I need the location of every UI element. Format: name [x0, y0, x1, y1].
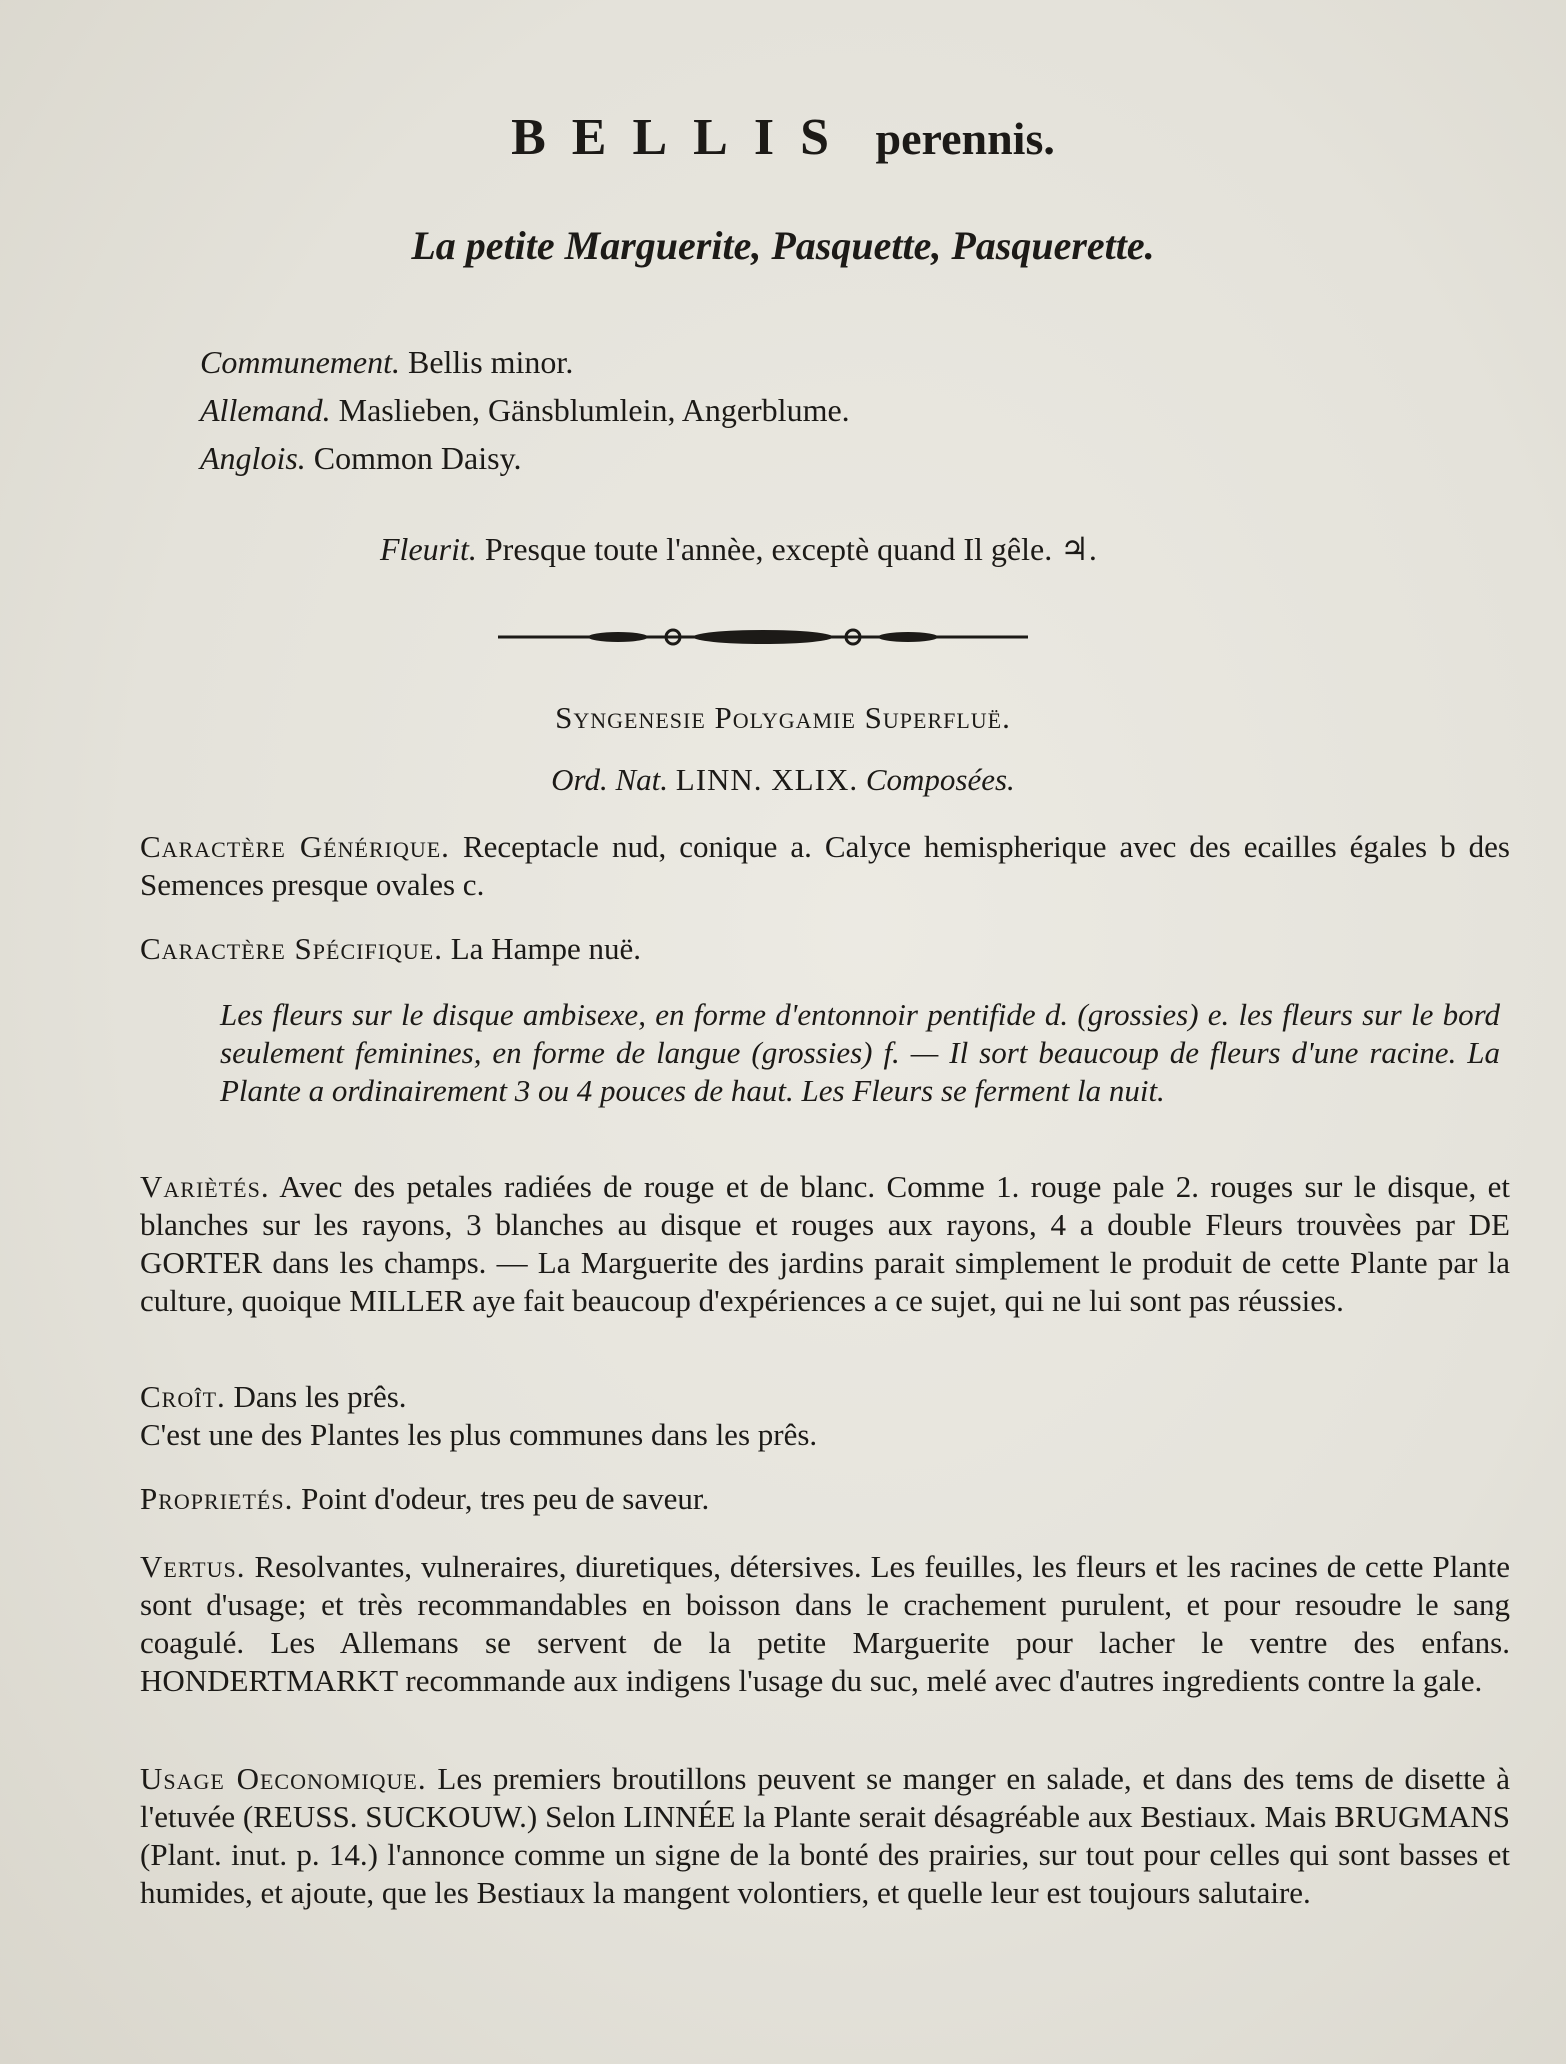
- section-text: Receptacle nud, conique a. Calyce hemispherique avec des ecailles égales b des Semences presque ovales c.: [140, 829, 1510, 902]
- section-label: Proprietés.: [140, 1481, 294, 1516]
- section-text: Resolvantes, vulneraires, diuretiques, détersives. Les feuilles, les fleurs et les racines de cette Plante sont d'usage; et très recommandables en boisson dans le crachement purulent, et pour resoudre le sang coagulé. Les Allemans se servent de la petite Marguerite pour lacher le ventre des enfans. HONDERTMARKT recommande aux indigens l'usage du suc, melé avec d'autres ingredients contre la gale.: [140, 1549, 1511, 1698]
- name-line: [200, 338, 850, 386]
- name-value: Common Daisy.: [313, 440, 522, 476]
- flowering-line: [380, 530, 1097, 568]
- section-label: Caractère Générique.: [140, 829, 450, 864]
- generic-character: [140, 828, 1510, 904]
- name-label: Communement.: [200, 344, 400, 380]
- plant-description: Les fleurs sur le disque ambisexe, en forme d'entonnoir pentifide d. (grossies) e. les fleurs sur le bord seulement feminines, en forme de langue (grossies) f. — Il sort beaucoup de fleurs d'une racine. La Plante a ordinairement 3 ou 4 pouces de haut. Les Fleurs se ferment la nuit.: [220, 997, 1500, 1108]
- section-label: Caractère Spécifique.: [140, 931, 443, 966]
- name-line: [200, 434, 850, 482]
- habitat-line: [140, 1378, 1510, 1416]
- name-value: Bellis minor.: [407, 344, 574, 380]
- natural-order-line: [0, 762, 1566, 798]
- flowering-label: Fleurit.: [380, 531, 477, 567]
- ordnat-linn: LINN. XLIX.: [675, 762, 859, 797]
- virtues-section: [140, 1548, 1510, 1700]
- section-label: Usage Oeconomique.: [140, 1761, 427, 1796]
- classification-heading: Syngenesie Polygamie Superfluë.: [555, 700, 1011, 735]
- title-species: perennis.: [875, 113, 1055, 164]
- title-genus: BELLIS: [511, 109, 856, 166]
- section-label: Vertus.: [140, 1549, 246, 1584]
- name-label: Allemand.: [200, 392, 331, 428]
- section-text: Les premiers broutillons peuvent se manger en salade, et dans des tems de disette à l'etuvée (REUSS. SUCKOUW.) Selon LINNÉE la Plante serait désagréable aux Bestiaux. Mais BRUGMANS (Plant. inut. p. 14.) l'annonce comme un signe de la bonté des prairies, sur tout pour celles qui sont basses et humides, et ajoute, que les Bestiaux la mangent volontiers, et quelle leur est toujours salutaire.: [140, 1761, 1511, 1910]
- economic-usage-section: [140, 1760, 1510, 1912]
- section-text: Dans les prês.: [233, 1379, 407, 1414]
- name-label: Anglois.: [200, 440, 306, 476]
- properties-section: [140, 1480, 1510, 1518]
- specific-character: [140, 930, 1510, 968]
- section-text: Point d'odeur, tres peu de saveur.: [301, 1481, 710, 1516]
- varieties-section: [140, 1168, 1510, 1320]
- ordnat-label: Ord. Nat.: [551, 762, 669, 797]
- habitat-section: [140, 1378, 1510, 1454]
- habitat-line: C'est une des Plantes les plus communes dans les prês.: [140, 1417, 818, 1452]
- section-label: Croît.: [140, 1379, 226, 1414]
- section-text: La Hampe nuë.: [450, 931, 641, 966]
- name-value: Maslieben, Gänsblumlein, Angerblume.: [338, 392, 850, 428]
- vernacular-names: [200, 338, 850, 482]
- section-label: Variètés.: [140, 1169, 270, 1204]
- ornament-divider: [498, 620, 1028, 654]
- page-title: [0, 108, 1566, 167]
- ordnat-family: Composées.: [865, 762, 1015, 797]
- flowering-value: Presque toute l'annèe, exceptè quand Il gêle. ♃.: [484, 531, 1097, 567]
- name-line: [200, 386, 850, 434]
- section-text: Avec des petales radiées de rouge et de blanc. Comme 1. rouge pale 2. rouges sur le disque, et blanches sur les rayons, 3 blanches au disque et rouges aux rayons, 4 a double Fleurs trouvèes par DE GORTER dans les champs. — La Marguerite des jardins parait simplement le produit de cette Plante par la culture, quoique MILLER aye fait beaucoup d'expériences a ce sujet, qui ne lui sont pas réussies.: [140, 1169, 1511, 1318]
- common-names-title: La petite Marguerite, Pasquette, Pasquerette.: [411, 223, 1155, 268]
